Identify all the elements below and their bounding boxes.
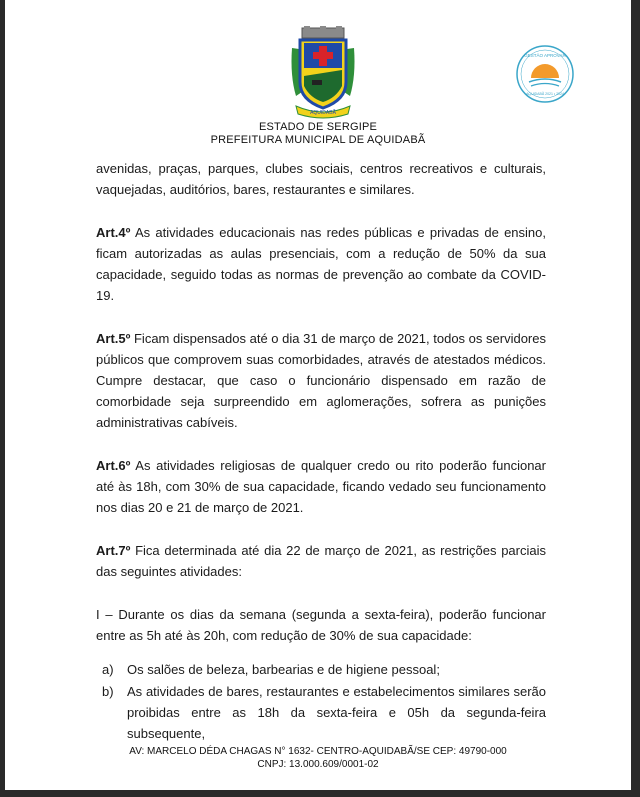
article-text: As atividades educacionais nas redes públicas e privadas de ensino, ficam autorizadas as aulas presenciais, com a redução de 50% da sua capacidade, seguido todas as normas de prevenção ao combate da COVID-19. [96, 225, 546, 303]
document-page [5, 0, 631, 790]
footer-cnpj: CNPJ: 13.000.609/0001-02 [257, 759, 379, 770]
decree-body [96, 158, 546, 745]
article-6 [96, 455, 546, 518]
footer-address: AV: MARCELO DÉDA CHAGAS N° 1632- CENTRO-AQUIDABÃ/SE CEP: 49790-000 [129, 746, 507, 757]
article-5 [96, 328, 546, 433]
article-text: As atividades religiosas de qualquer credo ou rito poderão funcionar até às 18h, com 30% de sua capacidade, ficando vedado seu funcionamento nos dias 20 e 21 de março de 2021. [96, 458, 546, 515]
list-item-text: Os salões de beleza, barbearias e de higiene pessoal; [127, 662, 440, 677]
article-7 [96, 540, 546, 582]
list-item-text: As atividades de bares, restaurantes e estabelecimentos similares serão proibidas entre as 18h da sexta-feira e 05h da segunda-feira subsequente, [127, 684, 546, 741]
article-label: Art.6º [96, 458, 131, 473]
section-i: I – Durante os dias da semana (segunda a sexta-feira), poderão funcionar entre as 5h até às 20h, com redução de 30% de sua capacidade: [96, 607, 546, 643]
article-label: Art.4º [96, 225, 131, 240]
crest-motto: AQUIDABÃ [310, 110, 336, 116]
article-label: Art.5º [96, 331, 131, 346]
list-marker: b) [102, 684, 114, 699]
article-4 [96, 222, 546, 306]
restriction-list [96, 659, 546, 744]
article-text: Ficam dispensados até o dia 31 de março de 2021, todos os servidores públicos que comprovem suas comorbidades, através de atestados médicos. Cumpre destacar, que caso o funcionário dispensado em razão de comorbidade seja surpreendido em aglomerações, sofrera as punições administrativas cabíveis. [96, 331, 546, 430]
seal-bottom-text: AQUIDABÃ 2021 • 2024 [526, 92, 564, 96]
administration-seal [515, 44, 575, 104]
letterhead [5, 0, 631, 160]
seal-top-text: GESTÃO APROVAR [524, 53, 566, 58]
article-text: Fica determinada até dia 22 de março de 2021, as restrições parciais das seguintes atividades: [96, 543, 546, 579]
list-item [96, 659, 546, 680]
municipality-name: PREFEITURA MUNICIPAL DE AQUIDABÃ [210, 134, 426, 146]
list-marker: a) [102, 662, 114, 677]
letterhead-footer [5, 745, 631, 771]
list-item [96, 681, 546, 744]
municipal-coat-of-arms [288, 26, 358, 122]
intro-paragraph: avenidas, praças, parques, clubes sociais, centros recreativos e culturais, vaquejadas, auditórios, bares, restaurantes e similares. [96, 161, 546, 197]
state-name: ESTADO DE SERGIPE [258, 121, 378, 133]
article-label: Art.7º [96, 543, 131, 558]
